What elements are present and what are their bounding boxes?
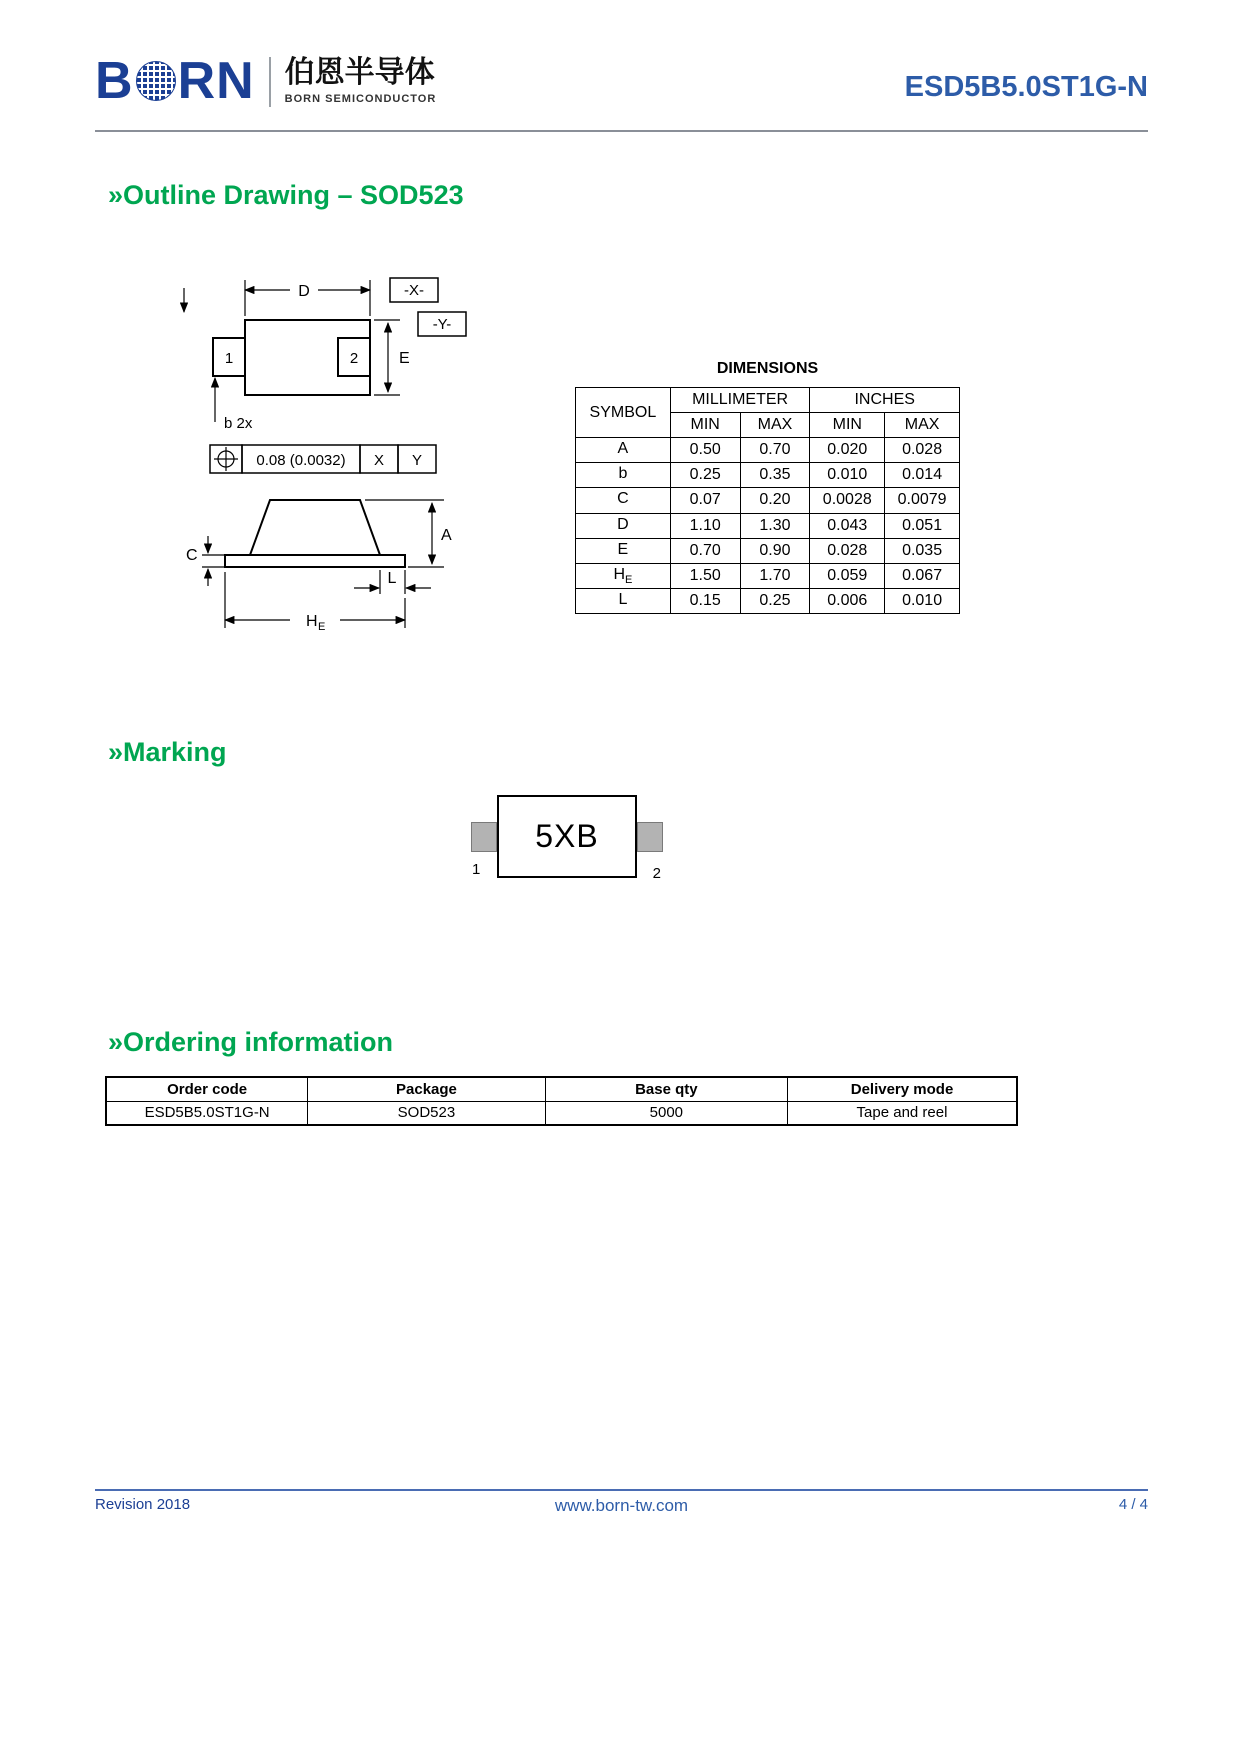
dim-D bbox=[184, 280, 370, 316]
tolerance-y: Y bbox=[411, 452, 423, 469]
dimensions-table bbox=[575, 387, 960, 614]
table-row: A 0.50 0.70 0.020 0.028 bbox=[576, 438, 960, 463]
datum-boxes bbox=[390, 278, 466, 336]
header bbox=[95, 52, 1148, 110]
dim-HE-sub: E bbox=[318, 621, 326, 633]
ordering-table bbox=[105, 1076, 1018, 1126]
tolerance-value: 0.08 (0.0032) bbox=[256, 452, 346, 469]
col-in-min: MIN bbox=[810, 413, 885, 438]
col-package: Package bbox=[308, 1077, 545, 1101]
table-row: E 0.70 0.90 0.028 0.035 bbox=[576, 538, 960, 563]
dim-C bbox=[202, 536, 225, 586]
dim-D-label: D bbox=[298, 283, 310, 300]
dim-L-label: L bbox=[387, 570, 397, 587]
dimensions-title: DIMENSIONS bbox=[716, 360, 819, 377]
table-row: $H_E$ 1.50 1.70 0.059 0.067 bbox=[576, 563, 960, 588]
marking-pin1-label: 1 bbox=[472, 861, 481, 878]
website-link[interactable]: www.born-tw.com bbox=[554, 1496, 689, 1515]
dim-C-label: C bbox=[186, 547, 198, 564]
logo-letter-b: B bbox=[95, 52, 134, 110]
section-heading-marking: »Marking bbox=[108, 737, 227, 767]
col-mm-max: MAX bbox=[740, 413, 810, 438]
table-row bbox=[106, 1101, 1017, 1125]
dim-A-label: A bbox=[441, 527, 452, 544]
marking-pin2-label: 2 bbox=[652, 865, 661, 882]
table-row: C 0.07 0.20 0.0028 0.0079 bbox=[576, 488, 960, 513]
brand-name-chinese: 伯恩半导体 bbox=[284, 56, 435, 89]
footer-rule bbox=[95, 1489, 1148, 1491]
table-row: L 0.15 0.25 0.006 0.010 bbox=[576, 589, 960, 614]
brand-names bbox=[285, 55, 437, 105]
order-code-value: ESD5B5.0ST1G-N bbox=[106, 1101, 308, 1125]
marking-lead-1 bbox=[471, 822, 497, 852]
logo-divider bbox=[269, 57, 271, 107]
base-qty-value: 5000 bbox=[545, 1101, 787, 1125]
marking-lead-2 bbox=[637, 822, 663, 852]
datum-y-label: -Y- bbox=[432, 316, 452, 333]
marking-figure bbox=[471, 795, 663, 887]
chip-circle-icon bbox=[136, 61, 176, 101]
section-heading-ordering: »Ordering information bbox=[108, 1027, 394, 1057]
section-heading-outline: »Outline Drawing – SOD523 bbox=[108, 180, 464, 210]
col-millimeter: MILLIMETER bbox=[670, 388, 810, 413]
tolerance-x: X bbox=[373, 452, 385, 469]
footer bbox=[95, 1496, 1148, 1513]
marking-package-body bbox=[497, 795, 637, 878]
col-base-qty: Base qty bbox=[545, 1077, 787, 1101]
part-number: ESD5B5.0ST1G-N bbox=[904, 71, 1148, 103]
dim-HE-label: H bbox=[306, 613, 318, 630]
package-value: SOD523 bbox=[308, 1101, 545, 1125]
pin2-label: 2 bbox=[349, 350, 359, 367]
table-row: b 0.25 0.35 0.010 0.014 bbox=[576, 463, 960, 488]
side-view bbox=[225, 500, 405, 567]
dim-E bbox=[374, 320, 400, 395]
col-symbol: SYMBOL bbox=[576, 388, 671, 438]
page-number: 4 / 4 bbox=[1118, 1496, 1148, 1513]
col-order-code: Order code bbox=[106, 1077, 308, 1101]
dim-E-label: E bbox=[399, 350, 410, 367]
logo-letters-rn: RN bbox=[177, 52, 255, 110]
revision-label: Revision 2018 bbox=[95, 1496, 191, 1513]
col-inches: INCHES bbox=[810, 388, 960, 413]
col-delivery-mode: Delivery mode bbox=[788, 1077, 1017, 1101]
top-view bbox=[213, 320, 370, 395]
col-in-max: MAX bbox=[885, 413, 960, 438]
born-logo bbox=[95, 52, 255, 110]
datum-x-label: -X- bbox=[404, 282, 424, 299]
outline-drawing bbox=[150, 250, 530, 650]
header-rule bbox=[95, 130, 1148, 132]
ordering-block bbox=[105, 1076, 1018, 1126]
table-row: D 1.10 1.30 0.043 0.051 bbox=[576, 513, 960, 538]
col-mm-min: MIN bbox=[670, 413, 740, 438]
marking-code: 5XB bbox=[535, 818, 599, 854]
brand-name-english: BORN SEMICONDUCTOR bbox=[284, 93, 437, 105]
dim-b-label: b 2x bbox=[224, 415, 253, 432]
delivery-mode-value: Tape and reel bbox=[788, 1101, 1017, 1125]
dimensions-block bbox=[575, 360, 960, 614]
pin1-label: 1 bbox=[224, 350, 234, 367]
